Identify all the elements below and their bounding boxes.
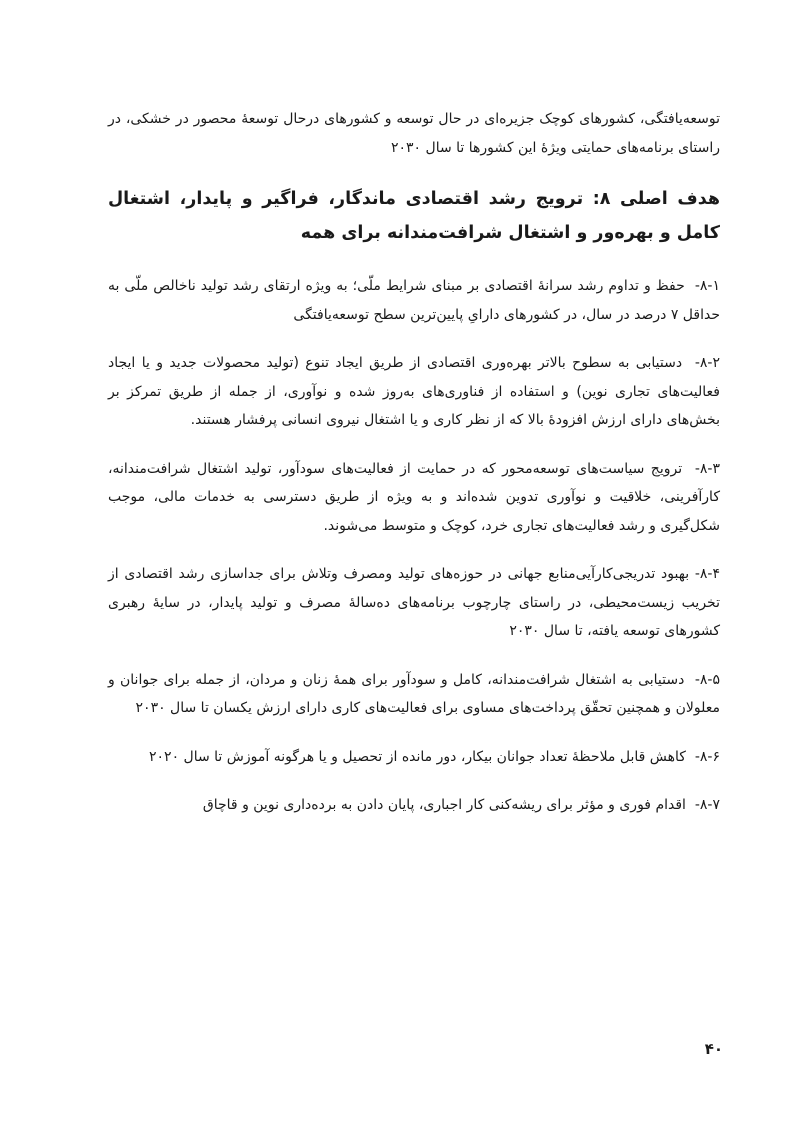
target-8-6: [108, 743, 720, 772]
target-8-1: [108, 272, 720, 329]
target-text: دستیابی به اشتغال شرافت‌مندانه، کامل و سودآور برای همۀ زنان و مردان، از جمله برای جوانان و معلولان و همچنین تحقّق پرداخت‌های مساوی برای فعالیت‌های کاری دارای ارزش یکسان تا سال ۲۰۳۰: [108, 671, 720, 716]
target-8-5: [108, 666, 720, 723]
goal-heading: هدف اصلی ۸: ترویج رشد اقتصادی ماندگار، فراگیر و پایدار، اشتغال کامل و بهره‌ور و اشتغال شرافت‌مندانه برای همه: [108, 189, 720, 243]
target-8-2: [108, 349, 720, 435]
target-number: ۸-۴-: [694, 566, 720, 582]
target-8-4: [108, 560, 720, 646]
target-number: ۸-۱-: [694, 278, 720, 294]
target-text: ترویج سیاست‌های توسعه‌محور که در حمایت از فعالیت‌های سودآور، تولید اشتغال شرافت‌مندانه، کارآفرینی، خلاقیت و نوآوری تدوین شده‌اند و به ویژه از طریق دسترسی به خدمات مالی، موجب شکل‌گیری و رشد فعالیت‌های تجاری خرد، کوچک و متوسط می‌شوند.: [108, 460, 720, 534]
target-text: حفظ و تداوم رشد سرانۀ اقتصادی بر مبنای شرایط ملّی؛ به ویژه ارتقای رشد تولید ناخالص ملّی به حداقل ۷ درصد در سال، در کشورهای دارایِ پایین‌ترین سطح توسعه‌یافتگی: [108, 278, 720, 323]
target-text: اقدام فوری و مؤثر برای ریشه‌کنی کار اجباری، پایان دادن به برده‌داری نوین و قاچاق: [202, 797, 686, 813]
document-body: [108, 105, 720, 840]
target-number: ۸-۲-: [694, 355, 720, 371]
target-number: ۸-۷-: [694, 797, 720, 813]
page-number: ۴۰: [704, 1040, 723, 1058]
intro-paragraph: توسعه‌یافتگی، کشورهای کوچک جزیره‌ای در حال توسعه و کشورهای درحال توسعۀ محصور در خشکی، در راستای برنامه‌های حمایتی ویژۀ این کشورها تا سال ۲۰۳۰: [108, 111, 720, 156]
target-8-7: [108, 791, 720, 820]
target-text: کاهش قابل ملاحظۀ تعداد جوانان بیکار، دور مانده از تحصیل و یا هرگونه آموزش تا سال ۲۰۲۰: [149, 748, 686, 765]
target-number: ۸-۳-: [694, 460, 720, 477]
target-8-3: [108, 455, 720, 541]
target-number: ۸-۶-: [694, 748, 720, 765]
target-text: دستیابی به سطوح بالاتر بهره‌وری اقتصادی از طریق ایجاد تنوع (تولید محصولات جدید و یا ایجاد فعالیت‌های تجاری نوین) و استفاده از فناوری‌های به‌روز شده و نوآوری، از جمله از طریق تمرکز بر بخش‌های دارای ارزش افزودۀ بالا که از نظر کاری و یا اشتغال نیروی انسانی پرفشار هستند.: [108, 355, 720, 428]
target-number: ۸-۵-: [694, 671, 720, 688]
target-text: بهبود تدریجی‌کارآیی‌منابع جهانی در حوزه‌های تولید ومصرف وتلاش برای جداسازی رشد اقتصادی از تخریب زیست‌محیطی، در راستای چارچوب برنامه‌های دەسالۀ مصرف و تولید پایدار، در سایۀ رهبری کشورهای توسعه یافته، تا سال ۲۰۳۰: [108, 566, 720, 639]
